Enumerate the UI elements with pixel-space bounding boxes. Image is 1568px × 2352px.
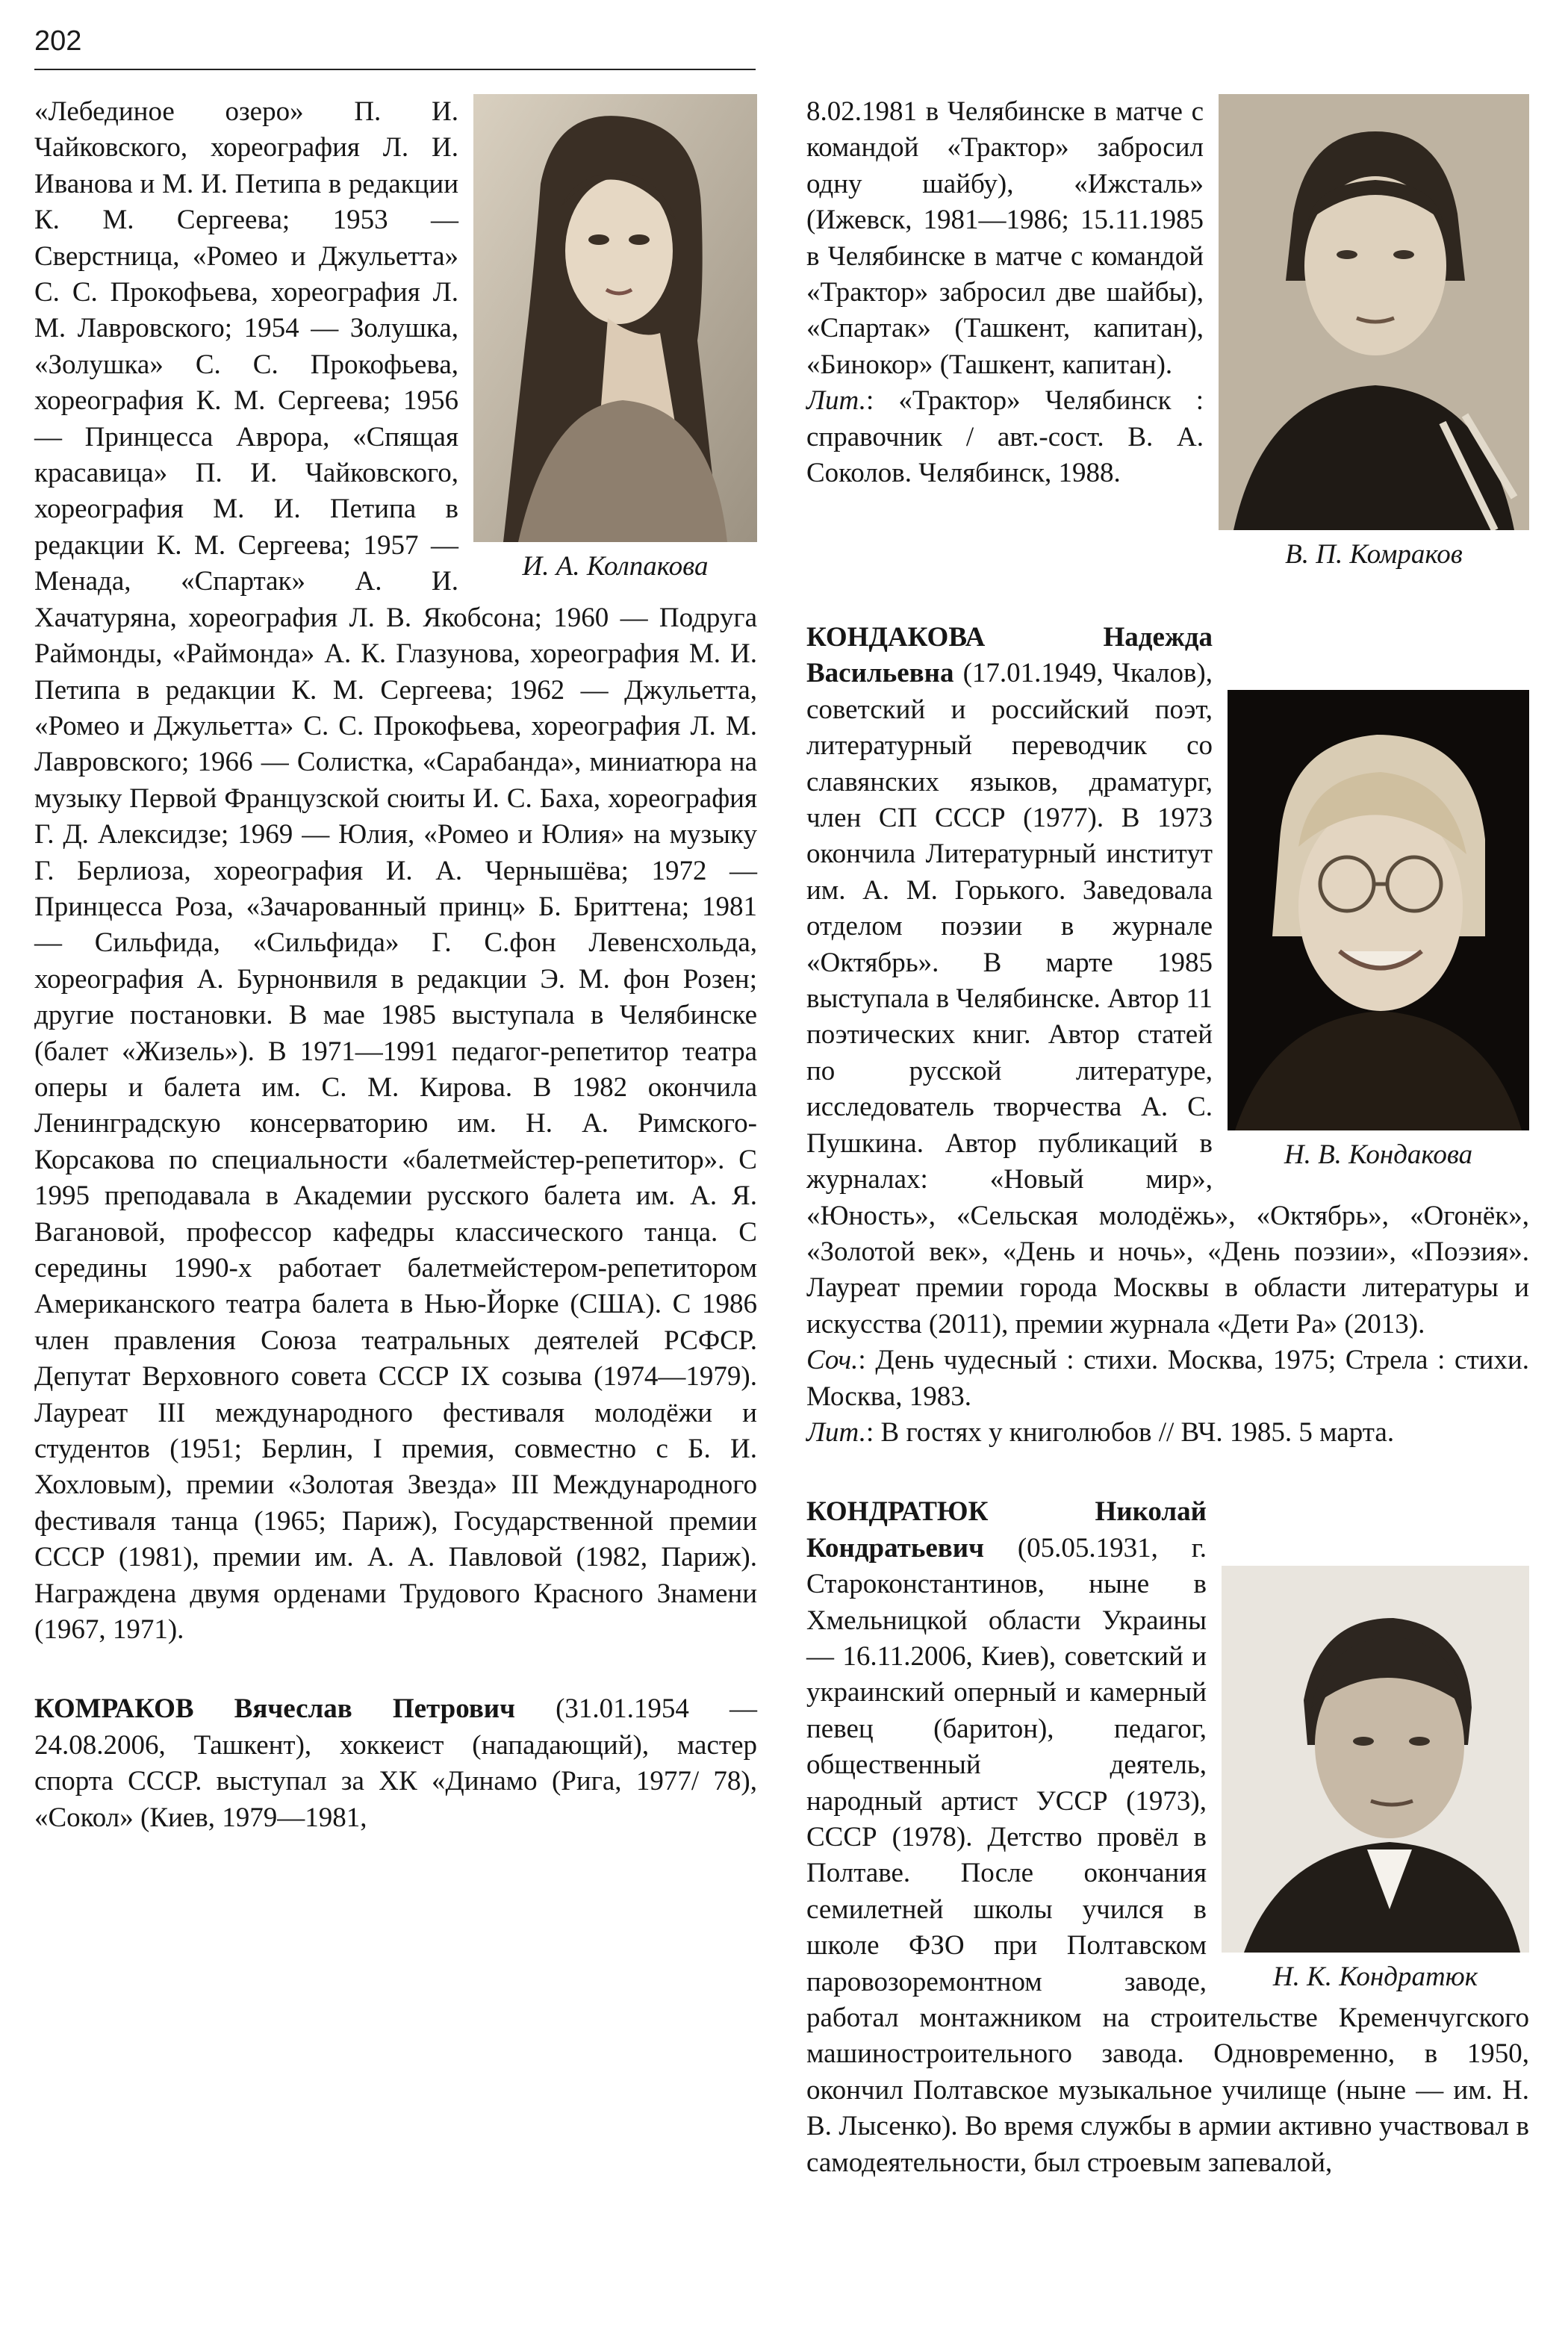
lit-label: Лит.: [806, 385, 866, 417]
lit-text: : В гостях у книголюбов // ВЧ. 1985. 5 марта.: [865, 1416, 1395, 1448]
right-column: [806, 94, 1529, 2181]
portrait-photo-icon: [1219, 94, 1529, 530]
portrait-photo-icon: [1228, 690, 1529, 1130]
header-rule: [34, 69, 756, 70]
entry-kondakova-text: (17.01.1949, Чкалов), советский и российский поэт, литературный переводчик со славянских языков, драматург, член СП СССР (1977). В 1973 окончила Литературный институт им. А. М. Горького. Заведовала отделом поэзии в журнале «Октябрь». В марте 1985 выступала в Челябинске. Автор 11 поэтических книг. Автор статей по русской литературе, исследователь творчества А. С. Пушкина. Автор публикаций в журналах: «Новый мир», «Юность», «Сельская молодёжь», «Октябрь», «Огонёк», «Золотой век», «День и ночь», «День поэзии», «Поэзия». Лауреат премии города Москвы в области литературы и искусства (2011), премии журнала «Дети Ра» (2013).: [806, 658, 1529, 1340]
works-text: : День чудесный : стихи. Москва, 1975; Стрела : стихи. Москва, 1983.: [806, 1345, 1529, 1412]
caption-komrakov: В. П. Комраков: [1285, 539, 1463, 570]
caption-kondratyuk: Н. К. Кондратюк: [1272, 1961, 1478, 1993]
entry-kondakova-works: [806, 1343, 1529, 1415]
portrait-photo-icon: [1222, 1566, 1529, 1953]
entry-kondakova-lit: [806, 1415, 1529, 1451]
left-column: [34, 94, 757, 1836]
entry-komrakov-name: КОМРАКОВ Вячеслав Петрович: [34, 1693, 515, 1725]
entry-kondratyuk-text: (05.05.1931, г. Староконстантинов, ныне в Хмельницкой области Украины — 16.11.2006, Киев), советский и украинский оперный и камерный певец (баритон), педагог, общественный деятель, народный артист УССР (1973), СССР (1978). Детство провёл в Полтаве. После окончания семилетней школы учился в школе ФЗО при Полтавском паровозоремонтном заводе, работал монтажником на строительстве Кременчугского машиностроительного завода. Одновременно, в 1950, окончил Полтавское музыкальное училище (ныне — им. Н. В. Лысенко). Во время службы в армии активно участвовал в самодеятельности, был строевым запевалой,: [806, 1532, 1529, 2178]
works-label: Соч.: [806, 1345, 859, 1376]
page-number: 202: [34, 25, 82, 57]
entry-komrakov: [34, 1691, 757, 1836]
figure-kondratyuk: [1222, 1566, 1529, 1994]
figure-kolpakova: [473, 94, 757, 584]
entry-komrakov-text: (31.01.1954 — 24.08.2006, Ташкент), хоккеист (нападающий), мастер спорта СССР. выступал за ХК «Динамо (Рига, 1977/ 78), «Сокол» (Киев, 1979—1981,: [34, 1693, 757, 1833]
lit-label: Лит.: [806, 1416, 866, 1448]
caption-kondakova: Н. В. Кондакова: [1284, 1139, 1473, 1170]
entry-kondakova-name: КОНДАКОВА Надежда Васильевна: [806, 622, 1213, 689]
entry-kolpakova-continued: «Лебединое озеро» П. И. Чайковского, хореография Л. И. Иванова и М. И. Петипа в редакции К. М. Сергеева; 1953 — Сверстница, «Ромео и Джульетта» С. С. Прокофьева, хореография Л. М. Лавровского; 1954 — Золушка, «Золушка» С. С. Прокофьева, хореография К. М. Сергеева; 1956 — Принцесса Аврора, «Спящая красавица» П. И. Чайковского, хореография М. И. Петипа в редакции К. М. Сергеева; 1957 — Менада, «Спартак» А. И. Хачатуряна, хореография Л. В. Якобсона; 1960 — Подруга Раймонды, «Раймонда» А. К. Глазунова, хореография М. И. Петипа в редакции К. М. Сергеева; 1962 — Джульетта, «Ромео и Джульетта» С. С. Прокофьева, хореография Л. М. Лавровского; 1966 — Солистка, «Сарабанда», миниатюра на музыку Первой Французской сюиты И. С. Баха, хореография Г. Д. Алексидзе; 1969 — Юлия, «Ромео и Юлия» на музыку Г. Берлиоза, хореография И. А. Чернышёва; 1972 — Принцесса Роза, «Зачарованный принц» Б. Бриттена; 1981 — Сильфида, «Сильфида» Г. С.фон Левенсхольда, хореография А. Бурнонвиля в редакции Э. М. фон Розен; другие постановки. В мае 1985 выступала в Челябинске (балет «Жизель»). В 1971—1991 педагог-репетитор театра оперы и балета им. С. М. Кирова. В 1982 окончила Ленинградскую консерваторию им. Н. А. Римского-Корсакова по специальности «балетмейстер-репетитор». С 1995 преподавала в Академии русского балета им. А. Я. Вагановой, профессор кафедры классического танца. С середины 1990-х работает балетмейстером-репетитором Американского театра балета в Нью-Йорке (США). С 1986 член правления Союза театральных деятелей РСФСР. Депутат Верховного совета СССР IX созыва (1974—1979). Лауреат III международного фестиваля молодёжи и студентов (1951; Берлин, I премия, совместно с Б. И. Хохловым), премии «Золотая Звезда» III Международного фестиваля танца (1965; Париж), Государственной премии СССР (1981), премии им. А. А. Павловой (1982, Париж). Награждена двумя орденами Трудового Красного Знамени (1967, 1971).: [34, 96, 757, 1646]
entry-kondratyuk-name: КОНДРАТЮК Николай Кондратьевич: [806, 1496, 1207, 1564]
portrait-photo-icon: [473, 94, 757, 542]
lit-text: : «Трактор» Челябинск : справочник / авт.-сост. В. А. Соколов. Челябинск, 1988.: [806, 385, 1204, 489]
figure-kondakova: [1228, 690, 1529, 1172]
entry-komrakov-continued: 8.02.1981 в Челябинске в матче с командой «Трактор» забросил одну шайбу), «Ижсталь» (Ижевск, 1981—1986; 15.11.1985 в Челябинске в матче с командой «Трактор» забросил две шайбы), «Спартак» (Ташкент, капитан), «Бинокор» (Ташкент, капитан).: [806, 96, 1204, 380]
caption-kolpakova: И. А. Колпакова: [522, 551, 709, 582]
figure-komrakov: [1219, 94, 1529, 572]
